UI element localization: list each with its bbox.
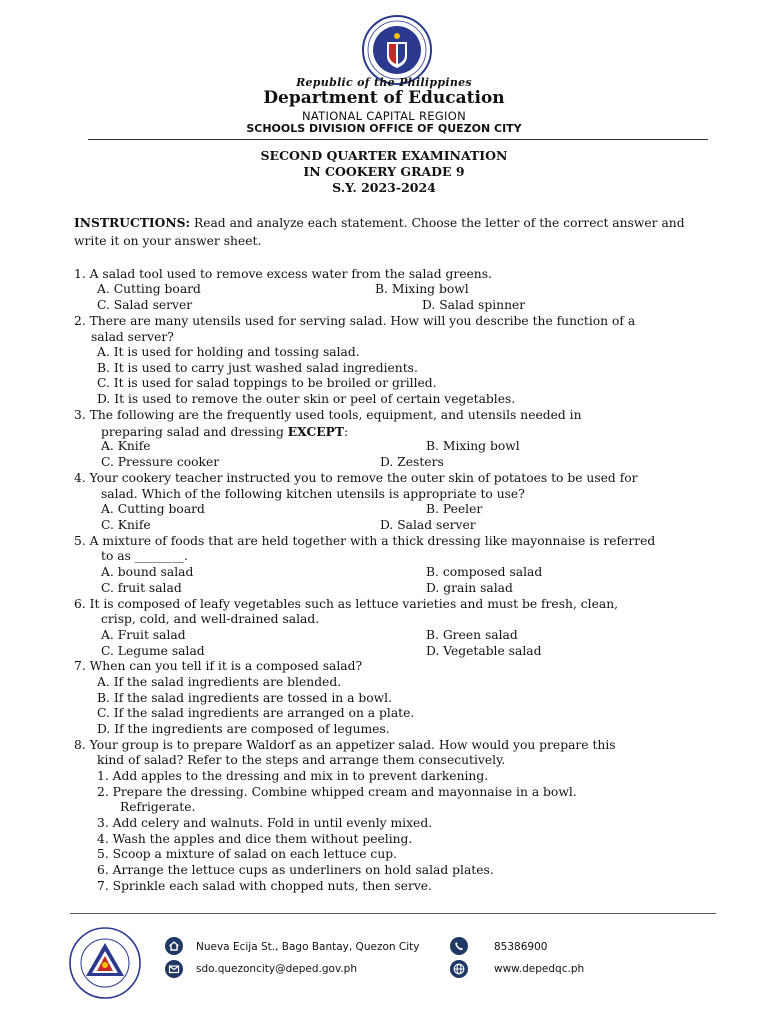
q8-stem: 8. Your group is to prepare Waldorf as an appetizer salad. How would you prepare this [74,738,616,752]
q4-stem: 4. Your cookery teacher instructed you to remove the outer skin of potatoes to be used for [74,471,638,485]
q4-choice-c: C. Knife [101,518,151,532]
q5-choice-d: D. grain salad [426,581,513,595]
q8-step-6: 6. Arrange the lettuce cups as underliners on hold salad plates. [97,863,494,877]
globe-icon [450,960,468,978]
q5-stem: 5. A mixture of foods that are held together with a thick dressing like mayonnaise is referred [74,534,656,548]
q3-choice-b: B. Mixing bowl [426,439,520,453]
q8-step-7: 7. Sprinkle each salad with chopped nuts, then serve. [97,879,432,893]
q7-stem: 7. When can you tell if it is a composed salad? [74,659,363,673]
q2-choice-b: B. It is used to carry just washed salad ingredients. [97,361,418,375]
q4-choice-b: B. Peeler [426,502,483,516]
footer-email[interactable]: sdo.quezoncity@deped.gov.ph [196,963,358,975]
q8-stem-cont: kind of salad? Refer to the steps and arrange them consecutively. [97,753,506,767]
q5-choice-a: A. bound salad [101,565,194,579]
department-heading: Department of Education [263,88,505,108]
q7-choice-d: D. If the ingredients are composed of legumes. [97,722,390,736]
exam-subject: IN COOKERY GRADE 9 [303,164,465,179]
email-icon [165,960,183,978]
q1-choice-d: D. Salad spinner [422,298,526,312]
exam-title: SECOND QUARTER EXAMINATION [260,148,508,163]
region-heading: NATIONAL CAPITAL REGION [302,109,466,123]
footer-address: Nueva Ecija St., Bago Bantay, Quezon City [196,941,420,953]
q2-choice-a: A. It is used for holding and tossing salad. [97,345,360,359]
q3-choice-c: C. Pressure cooker [101,455,220,469]
q6-choice-d: D. Vegetable salad [426,644,542,658]
q8-step-4: 4. Wash the apples and dice them without peeling. [97,832,413,846]
q4-choice-d: D. Salad server [380,518,476,532]
q5-choice-b: B. composed salad [426,565,543,579]
office-heading: SCHOOLS DIVISION OFFICE OF QUEZON CITY [246,122,522,135]
q1-choice-a: A. Cutting board [97,282,201,296]
q3-except: EXCEPT [287,424,345,439]
q8-step-2: 2. Prepare the dressing. Combine whipped cream and mayonnaise in a bowl. [97,785,577,799]
q3-choice-d: D. Zesters [380,455,444,469]
q3-choice-a: A. Knife [101,439,151,453]
q8-step-1: 1. Add apples to the dressing and mix in to prevent darkening. [97,769,489,783]
q8-step-2-cont: Refrigerate. [120,800,196,814]
q1-stem: 1. A salad tool used to remove excess water from the salad greens. [74,267,492,281]
q2-choice-d: D. It is used to remove the outer skin or peel of certain vegetables. [97,392,516,406]
q6-stem: 6. It is composed of leafy vegetables such as lettuce varieties and must be fresh, clean, [74,597,619,611]
q7-choice-c: C. If the salad ingredients are arranged on a plate. [97,706,415,720]
header-divider [88,139,708,140]
q8-step-3: 3. Add celery and walnuts. Fold in until evenly mixed. [97,816,433,830]
exam-school-year: S.Y. 2023-2024 [332,180,436,195]
q6-stem-cont: crisp, cold, and well-drained salad. [101,612,320,626]
footer-website[interactable]: www.depedqc.ph [494,963,585,975]
q3-stem-cont: preparing salad and dressing EXCEPT: [101,424,349,439]
q6-choice-b: B. Green salad [426,628,518,642]
instructions-text: Read and analyze each statement. Choose the letter of the correct answer and write it on your answer sheet. [74,216,685,248]
q4-choice-a: A. Cutting board [101,502,205,516]
q8-step-5: 5. Scoop a mixture of salad on each lettuce cup. [97,847,398,861]
q3-stem: 3. The following are the frequently used tools, equipment, and utensils needed in [74,408,582,422]
q2-stem-cont: salad server? [91,330,174,344]
q2-choice-c: C. It is used for salad toppings to be broiled or grilled. [97,376,437,390]
instructions-label: INSTRUCTIONS: [74,215,191,230]
q5-stem-cont: to as ________. [101,549,188,563]
q1-choice-c: C. Salad server [97,298,193,312]
q6-choice-c: C. Legume salad [101,644,205,658]
q4-stem-cont: salad. Which of the following kitchen utensils is appropriate to use? [101,487,525,501]
q5-choice-c: C. fruit salad [101,581,182,595]
q7-choice-a: A. If the salad ingredients are blended. [97,675,342,689]
home-icon [165,937,183,955]
q7-choice-b: B. If the salad ingredients are tossed in a bowl. [97,691,393,705]
footer-phone: 85386900 [494,941,548,953]
sdo-quezon-city-seal-logo [68,926,142,1000]
q6-choice-a: A. Fruit salad [101,628,186,642]
instructions [74,214,706,250]
footer-divider [70,913,716,914]
q2-stem: 2. There are many utensils used for serving salad. How will you describe the function of a [74,314,636,328]
republic-heading: Republic of the Philippines [296,76,472,89]
phone-icon [450,937,468,955]
q1-choice-b: B. Mixing bowl [375,282,469,296]
